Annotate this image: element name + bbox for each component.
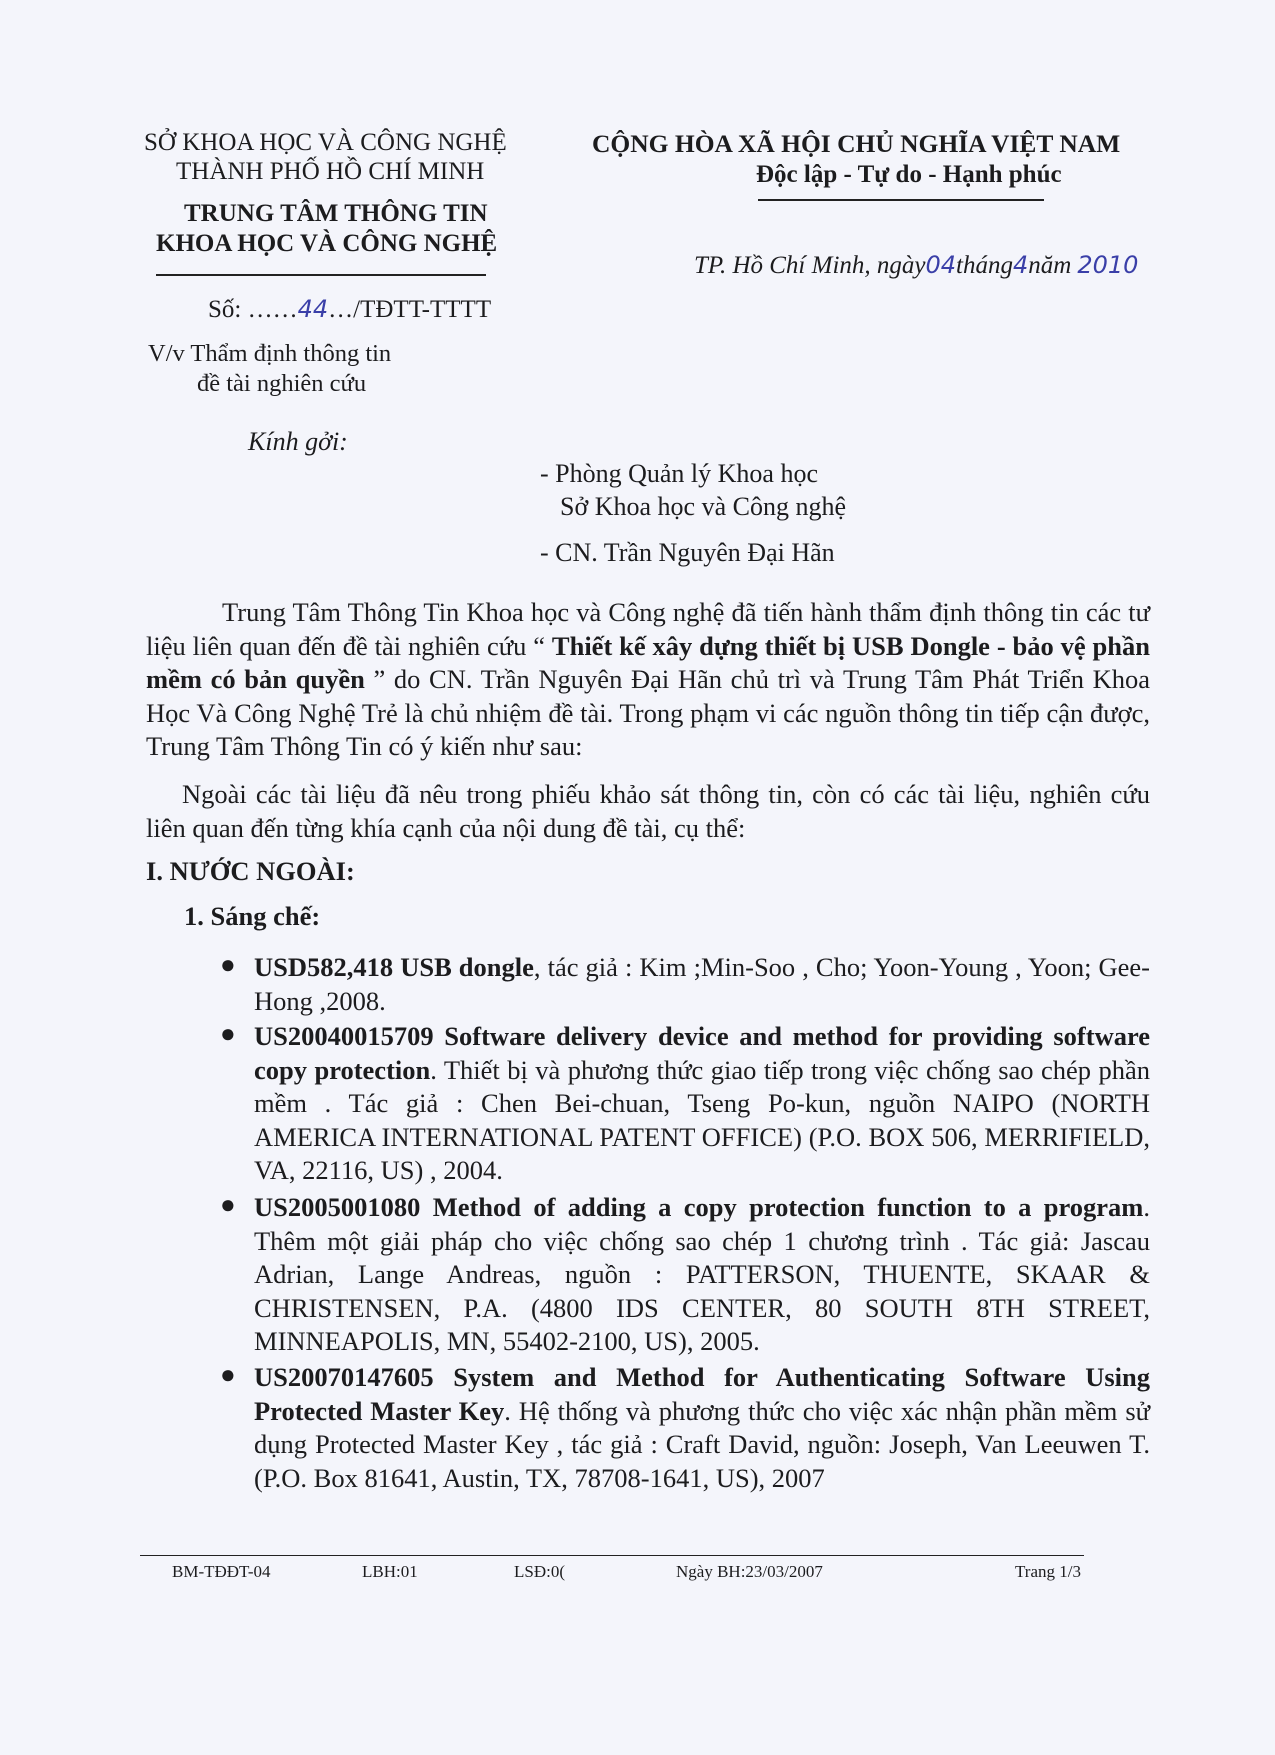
reference-value: 44 — [297, 295, 329, 323]
patent-item-1 — [254, 951, 1150, 1018]
recipient-1: - Phòng Quản lý Khoa học — [540, 459, 819, 488]
center-name-line1: TRUNG TÂM THÔNG TIN — [184, 200, 488, 227]
reference-suffix: …/TĐTT-TTTT — [328, 296, 492, 323]
date-month-label: tháng — [956, 252, 1013, 279]
footer-rule — [140, 1555, 1084, 1556]
subject-line2: đề tài nghiên cứu — [197, 370, 367, 397]
date-month: 4 — [1013, 251, 1029, 279]
city-name: THÀNH PHỐ HỒ CHÍ MINH — [176, 158, 485, 185]
patent-details: . Hệ thống và phương thức cho việc xác nhận phần mềm sử dụng Protected Master Key , tác giả : Craft David, nguồn: Joseph, Van Leeuwen T. (P.O. Box 81641, Austin, TX, 78708-1641, US), 2007 — [254, 1395, 1151, 1493]
patent-title: US2005001080 Method of adding a copy protection function to a program — [254, 1192, 1144, 1222]
bullet-icon: ● — [220, 950, 236, 979]
national-motto: Độc lập - Tự do - Hạnh phúc — [756, 161, 1062, 188]
subsection-heading: 1. Sáng chế: — [184, 901, 321, 931]
date-day: 04 — [925, 251, 957, 279]
project-title: Thiết kế xây dựng thiết bị USB Dongle - bảo vệ phần mềm có bản quyền — [146, 630, 1150, 694]
subject-line1: V/v Thẩm định thông tin — [148, 340, 392, 367]
section-heading: I. NƯỚC NGOÀI: — [146, 856, 355, 886]
footer-form-code: BM-TĐĐT-04 — [172, 1562, 271, 1581]
bullet-icon: ● — [220, 1190, 236, 1219]
body-paragraph-1-intro: Trung Tâm Thông Tin Khoa học và Công nghệ đã tiến hành thẩm định thông tin các tư liệu liên quan đến đề tài nghiên cứu “ — [146, 597, 1150, 661]
bullet-icon: ● — [220, 1019, 236, 1048]
date-year: 2010 — [1077, 251, 1139, 279]
patent-item-2 — [254, 1020, 1150, 1188]
body-paragraph-1 — [146, 596, 1150, 764]
patent-details: . Thiết bị và phương thức giao tiếp trong việc chống sao chép phần mềm . Tác giả : Chen Bei-chuan, Tseng Po-kun, nguồn NAIPO (NORTH AMERICA INTERNATIONAL PATENT OFFICE) (P.O. BOX 506, MERRIFIELD, VA, 22116, US) , 2004. — [254, 1054, 1150, 1185]
national-title: CỘNG HÒA XÃ HỘI CHỦ NGHĨA VIỆT NAM — [592, 129, 1121, 158]
patent-title: US20040015709 Software delivery device and method for providing software copy protection — [254, 1021, 1150, 1085]
department-name: SỞ KHOA HỌC VÀ CÔNG NGHỆ — [144, 129, 507, 156]
motto-underline — [758, 199, 1044, 201]
footer-lbh: LBH:01 — [362, 1562, 418, 1581]
salutation-label: Kính gởi: — [248, 427, 348, 456]
patent-details: . Thêm một giải pháp cho việc chống sao chép 1 chương trình . Tác giả: Jascau Adrian, Lange Andreas, nguồn : PATTERSON, THUENTE, SKAAR & CHRISTENSEN, P.A. (4800 IDS CENTER, 80 SOUTH 8TH STREET, MINNEAPOLIS, MN, 55402-2100, US), 2005. — [254, 1192, 1150, 1356]
center-name-line2: KHOA HỌC VÀ CÔNG NGHỆ — [156, 230, 498, 257]
patent-item-4 — [254, 1361, 1150, 1495]
date-line — [694, 251, 1138, 280]
footer-issue-date: Ngày BH:23/03/2007 — [676, 1562, 823, 1581]
date-year-label: năm — [1028, 252, 1072, 279]
recipient-1-org: Sở Khoa học và Công nghệ — [560, 492, 846, 521]
footer-page-number: Trang 1/3 — [1015, 1562, 1081, 1581]
patent-details: , tác giả : Kim ;Min-Soo , Cho; Yoon-Young , Yoon; Gee-Hong ,2008. — [254, 952, 1150, 1016]
body-paragraph-2: Ngoài các tài liệu đã nêu trong phiếu khảo sát thông tin, còn có các tài liệu, nghiên cứu liên quan đến từng khía cạnh của nội dung đề tài, cụ thể: — [146, 779, 1150, 843]
date-prefix: TP. Hồ Chí Minh, ngày — [694, 252, 926, 279]
reference-number — [208, 295, 491, 324]
patent-item-3 — [254, 1191, 1150, 1359]
patent-title: USD582,418 USB dongle — [254, 952, 534, 982]
footer-lsd: LSĐ:0( — [514, 1562, 565, 1581]
body-paragraph-1-rest: ” do CN. Trần Nguyên Đại Hãn chủ trì và Trung Tâm Phát Triển Khoa Học Và Công Nghệ Trẻ là chủ nhiệm đề tài. Trong phạm vi các nguồn thông tin tiếp cận được, Trung Tâm Thông Tin có ý kiến như sau: — [146, 664, 1150, 761]
bullet-icon: ● — [220, 1360, 236, 1389]
patent-title: US20070147605 System and Method for Authenticating Software Using Protected Master Key — [254, 1362, 1150, 1426]
left-header-underline — [156, 274, 486, 276]
recipient-2: - CN. Trần Nguyên Đại Hãn — [540, 538, 835, 567]
reference-prefix: Số: …… — [208, 296, 298, 323]
